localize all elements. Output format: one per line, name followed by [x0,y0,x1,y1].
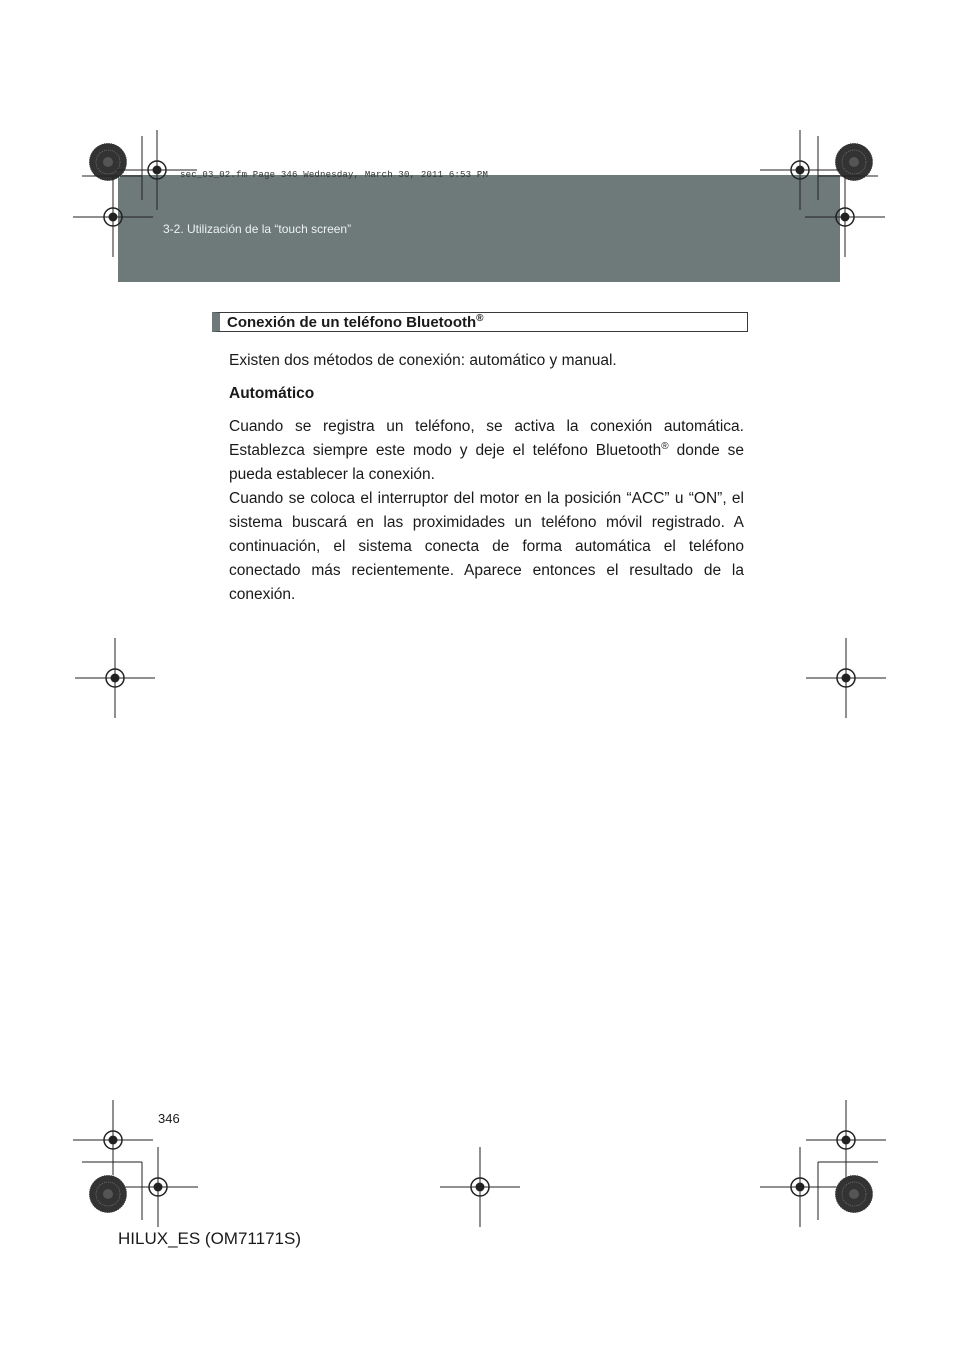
body-content [229,349,744,616]
paragraph-1: Cuando se registra un teléfono, se activa la conexión automática. Establezca siempre este modo y deje el teléfono Bluetooth® donde se pueda establecer la conexión. [229,418,744,483]
crosshair-icon [75,638,155,718]
crosshair-icon [805,177,885,257]
crosshair-icon [73,177,153,257]
section-heading [212,312,748,332]
paragraph-2: Cuando se coloca el interruptor del motor en la posición “ACC” u “ON”, el sistema buscará en las proximidades un teléfono móvil registrado. A continuación, el sistema conecta de forma automática el teléfono conectado más recientemente. Aparece entonces el resultado de la conexión. [229,490,744,603]
document-code: HILUX_ES (OM71171S) [118,1229,301,1248]
page-number: 346 [158,1111,180,1126]
star-target-icon [835,1175,873,1213]
print-info: sec_03_02.fm Page 346 Wednesday, March 30, 2011 6:53 PM [180,170,489,180]
crosshair-icon [760,130,840,210]
crosshair-icon [73,1100,153,1180]
heading-text: Conexión de un teléfono Bluetooth® [227,313,484,331]
crosshair-icon [806,638,886,718]
star-target-icon [89,1175,127,1213]
intro-paragraph: Existen dos métodos de conexión: automático y manual. [229,352,617,369]
crosshair-icon [118,1147,198,1227]
subheading-automatico: Automático [229,385,315,402]
crosshair-icon [760,1147,840,1227]
star-target-icon [835,143,873,181]
section-label: 3-2. Utilización de la “touch screen” [163,222,352,236]
registered-mark: ® [661,440,669,452]
crosshair-icon [440,1147,520,1227]
star-target-icon [89,143,127,181]
registered-mark: ® [476,313,484,324]
